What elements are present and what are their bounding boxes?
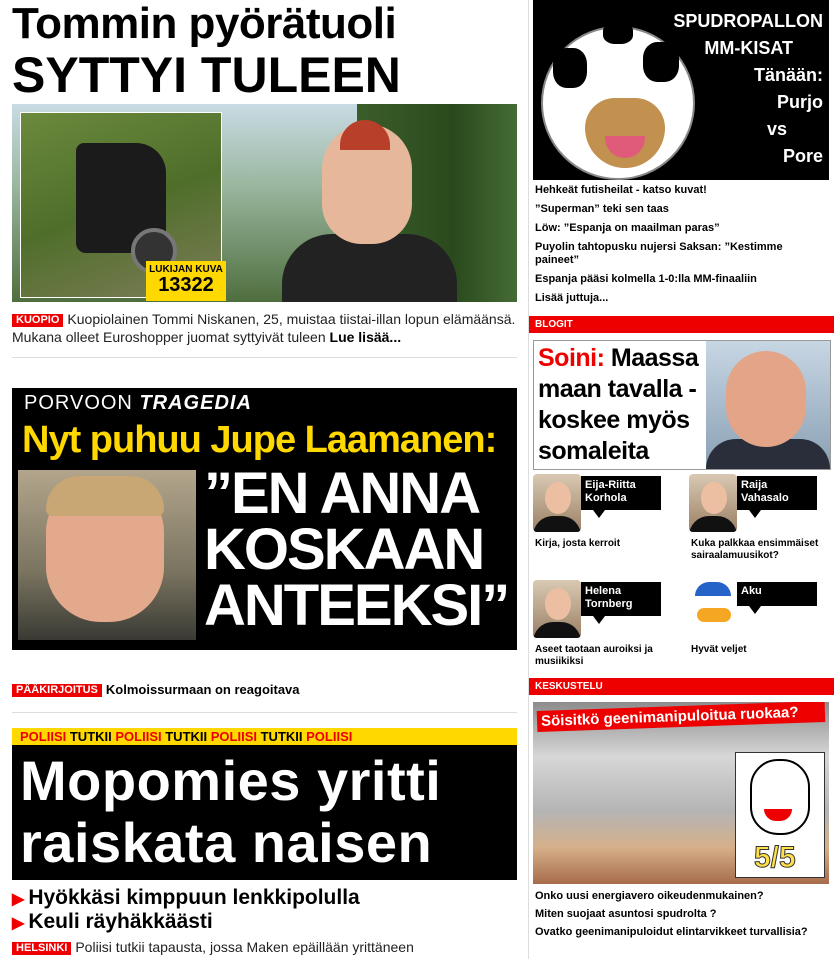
badge-label: LUKIJAN KUVA — [149, 264, 223, 275]
soini-headline — [538, 343, 698, 467]
soini-line: maan tavalla - — [538, 375, 697, 403]
bubble-tail — [749, 606, 761, 614]
story3-hero[interactable] — [12, 728, 517, 880]
story3-bullet[interactable] — [12, 910, 213, 936]
blogger-aku[interactable] — [685, 580, 835, 670]
story1-hero-image[interactable] — [12, 104, 517, 302]
story2-kicker — [24, 392, 252, 415]
sports-links — [535, 184, 829, 311]
bubble-tail — [593, 616, 605, 624]
strip-word: POLIISI — [115, 729, 162, 744]
blogger-name: Aku — [741, 585, 762, 597]
rating-box — [735, 752, 825, 878]
story2-quote[interactable] — [204, 461, 509, 638]
soini-line: koskee myös — [538, 406, 690, 434]
portrait-hair — [340, 120, 390, 150]
jupe-portrait — [18, 470, 196, 640]
soini-name: Soini: — [538, 344, 605, 372]
blogger-name: Helena — [585, 585, 622, 597]
avatar-face — [545, 482, 571, 514]
arrow-right-icon: ▶ — [12, 915, 25, 932]
story1-text: Kuopiolainen Tommi Niskanen, 25, muistaa tiistai-illan lopun elämäänsä. Mukana olleet Euroshopper juomat syttyivät tuleen — [12, 311, 516, 345]
story2-hero[interactable] — [12, 388, 517, 650]
blogger-name: Raija — [741, 479, 768, 491]
blogger-name: Eija-Riitta — [585, 479, 636, 491]
bubble-tail — [749, 510, 761, 518]
avatar-body — [533, 516, 581, 532]
avatar — [689, 474, 737, 532]
avatar — [533, 474, 581, 532]
avatar-face — [701, 482, 727, 514]
tommi-portrait — [292, 124, 492, 302]
portrait-face — [726, 351, 806, 447]
story3-text: Poliisi tutkii tapausta, jossa Maken epäillään yrittäneen — [75, 939, 414, 955]
blogger-vahasalo[interactable] — [685, 474, 835, 574]
discussion-section-bar: KESKUSTELU — [529, 678, 834, 695]
spudro-promo[interactable] — [533, 0, 829, 180]
story2-title[interactable]: Nyt puhuu Jupe Laamanen: — [22, 419, 497, 461]
clown-face-icon — [750, 759, 810, 835]
editorial-link[interactable] — [12, 682, 300, 697]
strip-word: TUTKII — [260, 729, 303, 744]
spudro-team1: Purjo — [776, 92, 823, 112]
more-stories-link[interactable]: Lisää juttuja... — [535, 292, 609, 304]
divider — [12, 357, 517, 358]
rating-score: 5/5 — [754, 841, 796, 874]
editorial-text: Kolmoissurmaan on reagoitava — [105, 682, 300, 697]
police-strip — [12, 728, 517, 745]
beak-icon — [697, 608, 731, 622]
strip-word: POLIISI — [306, 729, 353, 744]
discussion-links — [535, 890, 829, 944]
location-tag[interactable]: HELSINKI — [12, 942, 71, 955]
bubble-tail — [593, 510, 605, 518]
story3-bullet[interactable] — [12, 886, 360, 912]
blog-post-link[interactable]: Aseet taotaan auroiksi ja musiikiksi — [535, 644, 653, 667]
ball-patch — [553, 48, 587, 88]
soini-blog-feature[interactable] — [533, 340, 831, 470]
headline-line1: Mopomies yritti — [20, 749, 442, 812]
avatar — [533, 580, 581, 638]
location-tag[interactable]: KUOPIO — [12, 314, 63, 327]
spudro-vs: vs — [766, 119, 787, 139]
speech-bubble — [737, 582, 817, 606]
soini-portrait — [706, 341, 830, 469]
list-item[interactable]: Onko uusi energiavero oikeudenmukainen? — [535, 890, 764, 902]
speech-bubble — [737, 476, 817, 510]
duck-avatar-icon — [689, 580, 737, 638]
avatar-face — [545, 588, 571, 620]
story1-summary — [12, 310, 517, 346]
spudro-subtitle: MM-KISAT — [704, 38, 793, 58]
list-item[interactable]: Espanja pääsi kolmella 1-0:lla MM-finaaliin — [535, 273, 757, 285]
story1-headline-line2[interactable]: SYTTYI TULEEN — [12, 47, 401, 103]
poll-title: Söisitkö geenimanipuloitua ruokaa? — [537, 702, 826, 732]
headline-line2: raiskata naisen — [20, 811, 433, 874]
bullet-text: Hyökkäsi kimppuun lenkkipolulla — [28, 886, 360, 909]
sidebar — [528, 0, 835, 959]
spudro-text — [673, 8, 823, 170]
avatar-body — [533, 622, 581, 638]
bullet-text: Keuli räyhäkkäästi — [28, 910, 213, 933]
spudro-title: SPUDROPALLON — [673, 11, 823, 31]
blogger-name: Vahasalo — [741, 492, 789, 504]
blogs-section-bar: BLOGIT — [529, 316, 834, 333]
spudro-today: Tänään: — [753, 65, 823, 85]
blog-post-link[interactable]: Kuka palkkaa ensimmäiset sairaalamuusikot? — [691, 538, 819, 561]
read-more-link[interactable]: Lue lisää... — [329, 329, 402, 345]
strip-word: POLIISI — [210, 729, 257, 744]
story3-headline[interactable] — [20, 750, 441, 874]
editorial-tag[interactable]: PÄÄKIRJOITUS — [12, 684, 102, 697]
arrow-right-icon: ▶ — [12, 891, 25, 908]
portrait-torso — [282, 234, 457, 302]
cap-icon — [695, 582, 731, 596]
speech-bubble — [581, 476, 661, 510]
portrait-hair — [46, 476, 164, 516]
gm-food-poll[interactable] — [533, 702, 829, 884]
blog-post-link[interactable]: Kirja, josta kerroit — [535, 538, 621, 549]
avatar-body — [689, 516, 737, 532]
reader-photo-badge — [146, 261, 226, 301]
ball-patch — [603, 22, 633, 44]
story3-summary — [12, 938, 517, 956]
kicker-plain: PORVOON — [24, 392, 133, 414]
speech-bubble — [581, 582, 661, 616]
list-item[interactable]: Puyolin tahtopusku nujersi Saksan: ”Kestimme paineet” — [535, 241, 783, 266]
blogger-name: Korhola — [585, 492, 627, 504]
badge-number: 13322 — [158, 274, 214, 296]
quote-line3: ANTEEKSI” — [204, 573, 509, 638]
blogger-korhola[interactable] — [529, 474, 679, 574]
soini-line: somaleita — [538, 437, 649, 465]
list-item[interactable]: Löw: ”Espanja on maailman paras” — [535, 222, 720, 234]
blog-post-link[interactable]: Hyvät veljet — [691, 644, 747, 655]
quote-line2: KOSKAAN — [204, 517, 484, 582]
story1-headline-line1[interactable]: Tommin pyörätuoli — [12, 0, 397, 48]
soini-line: Maassa — [610, 344, 699, 372]
list-item[interactable]: Miten suojaat asuntosi spudrolta ? — [535, 908, 717, 920]
blogger-name: Tornberg — [585, 598, 633, 610]
quote-line1: ”EN ANNA — [204, 461, 480, 526]
strip-word: TUTKII — [165, 729, 208, 744]
divider — [12, 712, 517, 713]
soccer-ball-icon — [541, 26, 695, 180]
strip-word: POLIISI — [20, 729, 67, 744]
blogger-tornberg[interactable] — [529, 580, 679, 670]
wheelchair-photo — [20, 112, 222, 298]
spudro-team2: Pore — [782, 146, 823, 166]
kicker-bold: TRAGEDIA — [139, 392, 252, 414]
list-item[interactable]: Ovatko geenimanipuloidut elintarvikkeet turvallisia? — [535, 926, 808, 938]
list-item[interactable]: ”Superman” teki sen taas — [535, 203, 669, 215]
strip-word: TUTKII — [69, 729, 112, 744]
list-item[interactable]: Hehkeät futisheilat - katso kuvat! — [535, 184, 707, 196]
